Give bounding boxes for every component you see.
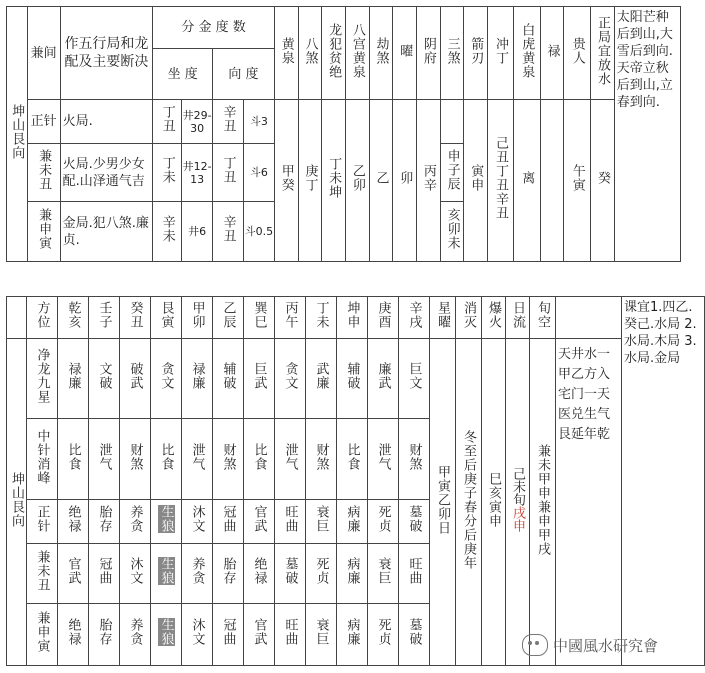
header-longfan: 龙犯贫绝 bbox=[322, 7, 346, 100]
row-desc: 火局.少男少女配.山泽通气吉 bbox=[60, 144, 153, 202]
jinglong-cell: 巨文 bbox=[399, 339, 430, 419]
dir-header: 丁未 bbox=[306, 297, 337, 339]
val-longfan: 丁未坤 bbox=[322, 100, 346, 262]
zhongzhen-cell: 比食 bbox=[337, 419, 368, 500]
changsheng-cell: 墓破 bbox=[399, 500, 430, 544]
jinglong-cell: 武廉 bbox=[306, 339, 337, 419]
dir-header: 丙午 bbox=[275, 297, 306, 339]
changsheng-cell: 旺曲 bbox=[275, 604, 306, 666]
header-xingyao: 星曜 bbox=[430, 297, 456, 339]
header-zuodu: 坐 度 bbox=[153, 49, 213, 100]
dir-header: 乾亥 bbox=[58, 297, 89, 339]
val-xiaomie: 冬至后庚子春分后庚年 bbox=[456, 339, 482, 666]
kegui-note: 课宜1.四乙.癸己.水局 2.水局.木局 3.水局.金局 bbox=[622, 297, 705, 666]
changsheng-cell-highlight: 生狼 bbox=[151, 604, 182, 666]
zhongzhen-cell: 泄气 bbox=[89, 419, 120, 500]
val-xingyao: 甲寅乙卯日 bbox=[430, 339, 456, 666]
jinglong-cell: 文破 bbox=[89, 339, 120, 419]
changsheng-cell: 冠曲 bbox=[89, 544, 120, 604]
dir-header: 庚酉 bbox=[368, 297, 399, 339]
changsheng-cell: 衰巨 bbox=[306, 604, 337, 666]
changsheng-cell: 养贪 bbox=[120, 604, 151, 666]
header-yao: 曜 bbox=[393, 7, 417, 100]
changsheng-cell: 胎存 bbox=[89, 604, 120, 666]
header-baohuo: 爆火 bbox=[482, 297, 506, 339]
val-sansha-1: 申子辰 bbox=[440, 144, 464, 202]
jinglong-label: 净龙九星 bbox=[27, 339, 58, 419]
row-name: 正针 bbox=[27, 500, 58, 544]
zhongzhen-label: 中针消峰 bbox=[27, 419, 58, 500]
val-huangquan: 甲癸 bbox=[274, 100, 298, 262]
val-yinfu: 丙辛 bbox=[417, 100, 441, 262]
dir-header: 巽巳 bbox=[244, 297, 275, 339]
zhongzhen-cell: 财煞 bbox=[306, 419, 337, 500]
changsheng-cell: 绝禄 bbox=[58, 604, 89, 666]
header-xiangdu: 向 度 bbox=[213, 49, 275, 100]
header-jianren: 箭刃 bbox=[464, 7, 488, 100]
header-zhengju: 正局宜放水 bbox=[591, 7, 615, 100]
zhongzhen-cell: 泄气 bbox=[368, 419, 399, 500]
changsheng-cell: 死贞 bbox=[368, 604, 399, 666]
changsheng-cell: 冠曲 bbox=[213, 604, 244, 666]
jinglong-cell: 辅破 bbox=[337, 339, 368, 419]
row-name: 兼未丑 bbox=[27, 544, 58, 604]
row-desc: 火局. bbox=[60, 100, 153, 144]
changsheng-cell: 养贪 bbox=[182, 544, 213, 604]
solar-note: 太阳芒种后到山,大雪后到向.天帝立秋后到山,立春到向. bbox=[614, 7, 680, 262]
corner-blank bbox=[7, 297, 27, 339]
mountain-label: 坤山艮向 bbox=[7, 339, 27, 666]
zhongzhen-cell: 比食 bbox=[244, 419, 275, 500]
watermark bbox=[522, 634, 658, 656]
header-huangquan: 黄泉 bbox=[274, 7, 298, 100]
zhongzhen-cell: 财煞 bbox=[399, 419, 430, 500]
xiang-du: 辛丑 bbox=[213, 100, 244, 144]
jinglong-cell: 禄廉 bbox=[182, 339, 213, 419]
header-blank bbox=[556, 297, 622, 339]
zuo-du: 丁丑 bbox=[153, 100, 182, 144]
zuo-xiu: 井12-13 bbox=[182, 144, 213, 202]
val-bagong: 乙卯 bbox=[345, 100, 369, 262]
changsheng-cell: 官武 bbox=[244, 604, 275, 666]
dir-header: 甲卯 bbox=[182, 297, 213, 339]
dir-header: 坤申 bbox=[337, 297, 368, 339]
val-jianren: 寅申 bbox=[464, 100, 488, 262]
header-riliu: 日流 bbox=[506, 297, 530, 339]
jinglong-cell: 破武 bbox=[120, 339, 151, 419]
val-baihu: 离 bbox=[513, 100, 540, 262]
val-fangzhu: 天井水一甲乙方入宅门一天医兑生气艮延年乾 bbox=[556, 339, 622, 666]
row-name: 兼申寅 bbox=[27, 604, 58, 666]
val-yao: 卯 bbox=[393, 100, 417, 262]
header-fenjin: 分 金 度 数 bbox=[153, 7, 275, 49]
changsheng-cell: 病廉 bbox=[337, 604, 368, 666]
header-bashao: 八煞 bbox=[298, 7, 322, 100]
val-jiesha: 乙 bbox=[369, 100, 393, 262]
val-bashao: 庚丁 bbox=[298, 100, 322, 262]
wechat-icon bbox=[522, 634, 548, 656]
row-name: 兼未丑 bbox=[27, 144, 60, 202]
xiang-xiu: 斗6 bbox=[243, 144, 274, 202]
changsheng-cell: 沐文 bbox=[120, 544, 151, 604]
changsheng-cell: 胎存 bbox=[89, 500, 120, 544]
changsheng-cell: 衰巨 bbox=[368, 544, 399, 604]
changsheng-cell-highlight: 生狼 bbox=[151, 544, 182, 604]
changsheng-cell: 病廉 bbox=[337, 500, 368, 544]
val-guiren: 午寅 bbox=[564, 100, 591, 262]
header-xunkong: 旬空 bbox=[530, 297, 556, 339]
header-sansha: 三煞 bbox=[440, 7, 464, 100]
val-sansha-2: 亥卯未 bbox=[440, 202, 464, 262]
header-fangwei: 方位 bbox=[27, 297, 58, 339]
header-lu: 禄 bbox=[540, 7, 564, 100]
dir-header: 辛戌 bbox=[399, 297, 430, 339]
val-chongding: 己丑丁丑辛丑 bbox=[488, 100, 514, 262]
changsheng-cell: 病廉 bbox=[337, 544, 368, 604]
zhongzhen-cell: 财煞 bbox=[120, 419, 151, 500]
xiang-du: 辛丑 bbox=[213, 202, 244, 262]
zuo-xiu: 井6 bbox=[182, 202, 213, 262]
zhongzhen-cell: 比食 bbox=[151, 419, 182, 500]
changsheng-cell: 旺曲 bbox=[275, 500, 306, 544]
changsheng-cell: 官武 bbox=[58, 544, 89, 604]
changsheng-cell: 养贪 bbox=[120, 500, 151, 544]
header-xiaomie: 消灭 bbox=[456, 297, 482, 339]
changsheng-cell: 衰巨 bbox=[306, 500, 337, 544]
zuo-du: 丁未 bbox=[153, 144, 182, 202]
changsheng-cell: 胎存 bbox=[213, 544, 244, 604]
jinglong-cell: 禄廉 bbox=[58, 339, 89, 419]
header-wuxing: 作五行局和龙配及主要断决 bbox=[60, 7, 153, 100]
changsheng-cell: 旺曲 bbox=[399, 544, 430, 604]
mountain-label: 坤山艮向 bbox=[7, 7, 28, 262]
val-lu bbox=[540, 100, 564, 262]
zuo-xiu: 井29-30 bbox=[182, 100, 213, 144]
dir-header: 癸丑 bbox=[120, 297, 151, 339]
zhongzhen-cell: 泄气 bbox=[275, 419, 306, 500]
table-top bbox=[6, 6, 681, 262]
changsheng-cell: 死贞 bbox=[368, 500, 399, 544]
changsheng-cell: 墓破 bbox=[399, 604, 430, 666]
header-chongding: 冲丁 bbox=[488, 7, 514, 100]
xiang-xiu: 斗3 bbox=[243, 100, 274, 144]
header-baihu: 白虎黄泉 bbox=[513, 7, 540, 100]
zhongzhen-cell: 泄气 bbox=[182, 419, 213, 500]
jinglong-cell: 辅破 bbox=[213, 339, 244, 419]
dir-header: 壬子 bbox=[89, 297, 120, 339]
val-baohuo: 巳亥寅申 bbox=[482, 339, 506, 666]
changsheng-cell: 绝禄 bbox=[244, 544, 275, 604]
changsheng-cell: 官武 bbox=[244, 500, 275, 544]
val-sansha-spacer bbox=[440, 100, 464, 144]
changsheng-cell: 绝禄 bbox=[58, 500, 89, 544]
xiang-xiu: 斗0.5 bbox=[243, 202, 274, 262]
row-name: 兼申寅 bbox=[27, 202, 60, 262]
header-jianjian: 兼间 bbox=[27, 7, 60, 100]
row-desc: 金局.犯八煞.廉贞. bbox=[60, 202, 153, 262]
changsheng-cell: 沐文 bbox=[182, 604, 213, 666]
changsheng-cell: 冠曲 bbox=[213, 500, 244, 544]
xiang-du: 丁丑 bbox=[213, 144, 244, 202]
header-jiesha: 劫煞 bbox=[369, 7, 393, 100]
header-yinfu: 阴府 bbox=[417, 7, 441, 100]
val-riliu: 己未旬戌申 bbox=[506, 339, 530, 666]
changsheng-cell-highlight: 生狼 bbox=[151, 500, 182, 544]
changsheng-cell: 沐文 bbox=[182, 500, 213, 544]
header-guiren: 贵人 bbox=[564, 7, 591, 100]
jinglong-cell: 廉武 bbox=[368, 339, 399, 419]
val-zhengju: 癸 bbox=[591, 100, 615, 262]
jinglong-cell: 巨武 bbox=[244, 339, 275, 419]
val-xunkong: 兼未甲申兼申甲戌 bbox=[530, 339, 556, 666]
dir-header: 乙辰 bbox=[213, 297, 244, 339]
zhongzhen-cell: 比食 bbox=[58, 419, 89, 500]
header-bagong: 八宫黄泉 bbox=[345, 7, 369, 100]
zhongzhen-cell: 财煞 bbox=[213, 419, 244, 500]
dir-header: 艮寅 bbox=[151, 297, 182, 339]
row-name: 正针 bbox=[27, 100, 60, 144]
watermark-text: 中國風水研究會 bbox=[553, 636, 659, 655]
changsheng-cell: 墓破 bbox=[275, 544, 306, 604]
table-bottom bbox=[6, 296, 705, 666]
jinglong-cell: 贪文 bbox=[275, 339, 306, 419]
zuo-du: 辛未 bbox=[153, 202, 182, 262]
jinglong-cell: 贪文 bbox=[151, 339, 182, 419]
changsheng-cell: 死贞 bbox=[306, 544, 337, 604]
riliu-highlight: 戌申 bbox=[510, 506, 525, 532]
